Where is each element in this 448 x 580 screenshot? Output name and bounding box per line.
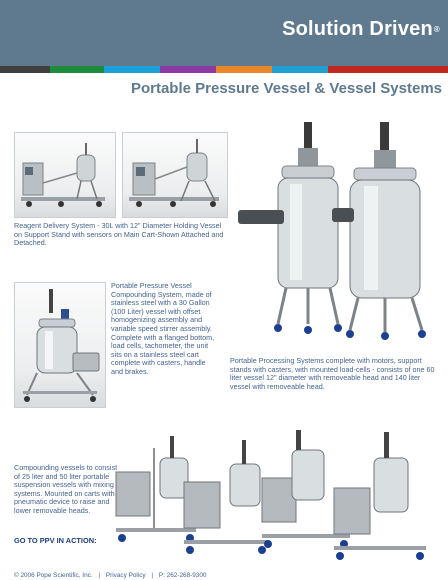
brand-logo: Solution Driven® xyxy=(282,18,440,40)
compounding-system-photo xyxy=(14,282,106,408)
color-stripe-5 xyxy=(216,66,272,73)
processing-systems-photo xyxy=(234,118,446,350)
ppv-in-action-link[interactable]: GO TO PPV IN ACTION: xyxy=(14,536,97,545)
privacy-policy-link[interactable]: Privacy Policy xyxy=(105,572,146,579)
color-stripe-2 xyxy=(50,66,104,73)
footer-separator: | xyxy=(151,572,154,579)
header-banner xyxy=(0,0,448,66)
color-stripe-3 xyxy=(104,66,160,73)
reagent-system-photo-detached xyxy=(122,132,228,218)
footer xyxy=(14,572,210,579)
page-title: Portable Pressure Vessel & Vessel Systems xyxy=(130,80,442,97)
color-stripe-6 xyxy=(272,66,328,73)
color-stripe-1 xyxy=(0,66,50,73)
footer-copyright: © 2006 Pope Scientific, Inc. xyxy=(14,572,93,579)
color-stripe-4 xyxy=(160,66,216,73)
compounding-system-caption: Portable Pressure Vessel Compounding System, made of stainless steel with a 30 Gallon (100 Liter) vessel with offset homogenizing assembly and variable speed stirrer assembly. Complete with a flanged bottom, load cells, tachometer, the unit sits on a stainless steel cart complete with casters, handle and brakes. xyxy=(111,281,215,376)
reagent-system-photo-attached xyxy=(14,132,116,218)
color-stripe-7 xyxy=(328,66,448,73)
footer-phone: P: 262-268-9300 xyxy=(158,572,207,579)
reagent-system-caption: Reagent Delivery System - 30L with 12" Diameter Holding Vessel on Support Stand with sensors on Main Cart-Shown Attached and Detached. xyxy=(14,221,224,248)
compounding-carts-photo xyxy=(112,428,448,566)
processing-systems-caption: Portable Processing Systems complete with motors, support stands with casters, with mounted load-cells - consists of one 60 liter vessel 12" diameter with removeable head and 140 liter vessel with removeable head. xyxy=(230,356,435,391)
footer-separator: | xyxy=(98,572,101,579)
compounding-carts-caption: Compounding vessels to consist of 25 liter and 50 liter portable suspension vessels with mixing systems. Mounted on carts with pneumatic device to raise and lower removable heads. xyxy=(14,463,118,515)
